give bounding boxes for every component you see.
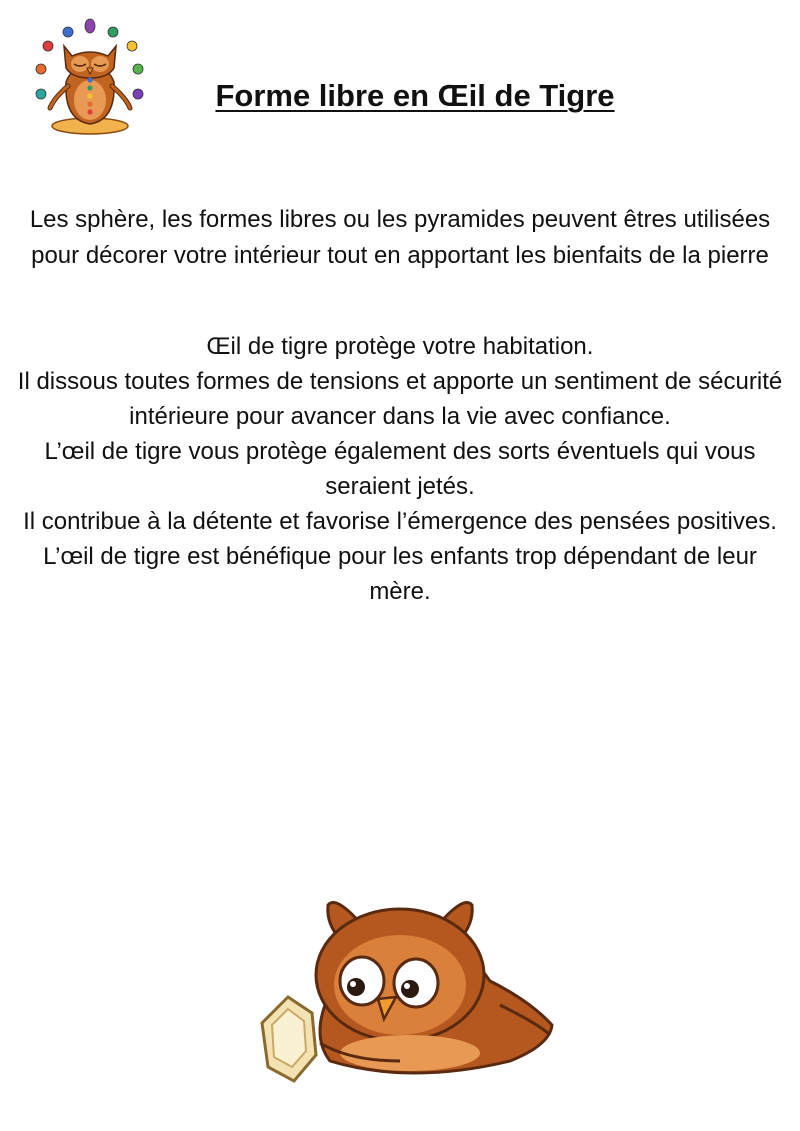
meditating-owl-logo-icon [28, 16, 152, 140]
page-title: Forme libre en Œil de Tigre [215, 78, 615, 113]
property-line: Œil de tigre protège votre habitation. [206, 333, 594, 360]
property-line: L’œil de tigre vous protège également des sorts éventuels qui vous seraient jetés. [44, 438, 756, 500]
intro-paragraph: Les sphère, les formes libres ou les pyramides peuvent êtres utilisées pour décorer votre intérieur tout en apportant les bienfaits de la pierre [29, 206, 771, 269]
property-line: L’œil de tigre est bénéfique pour les enfants trop dépendant de leur mère. [43, 543, 757, 605]
property-line: Il contribue à la détente et favorise l’émergence des pensées positives. [23, 508, 777, 535]
property-line: Il dissous toutes formes de tensions et apporte un sentiment de sécurité intérieure pour avancer dans la vie avec confiance. [17, 368, 783, 430]
crystal-icon [262, 997, 316, 1081]
owl-with-crystal-icon [250, 885, 570, 1095]
properties-paragraph [16, 329, 784, 609]
